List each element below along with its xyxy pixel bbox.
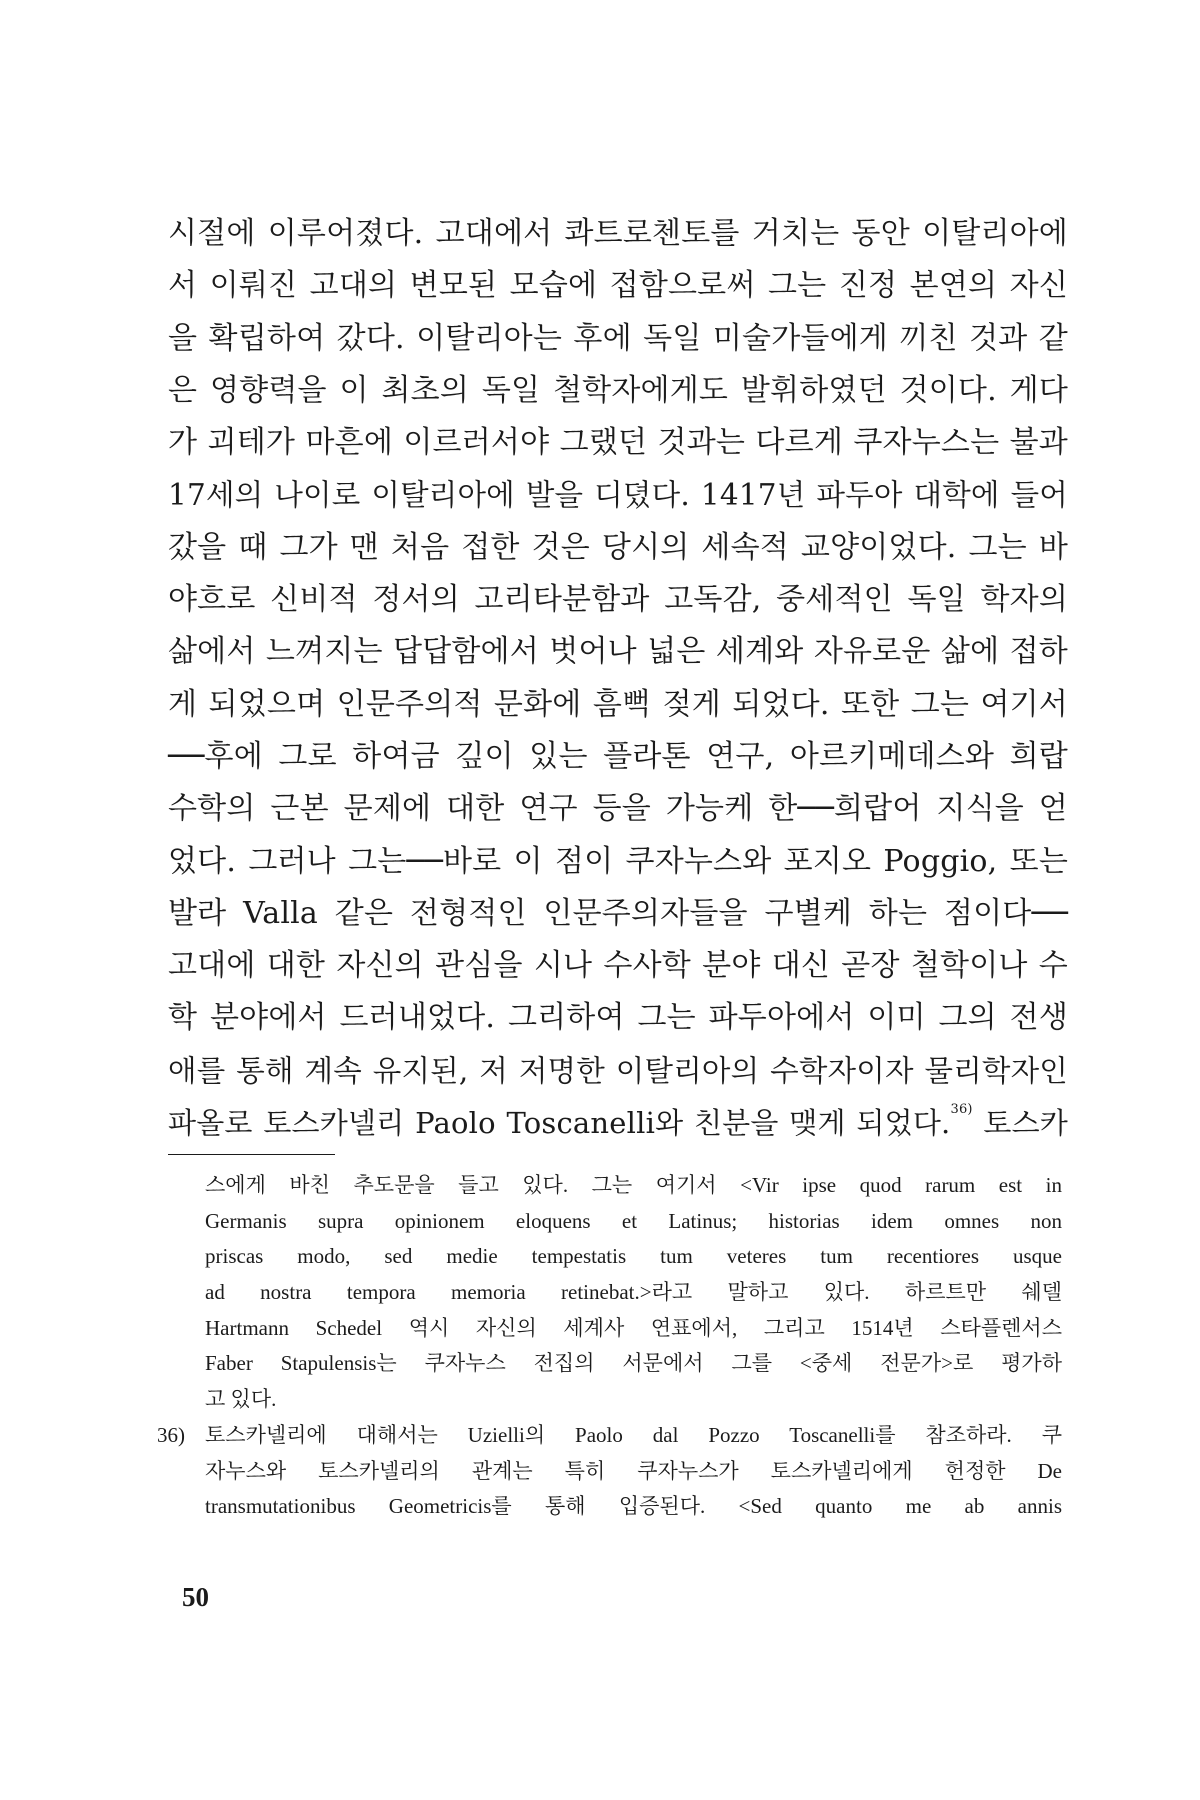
body-line: 애를 통해 계속 유지된, 저 저명한 이탈리아의 수학자이자 물리학자인 [168,1053,1068,1088]
page-number: 50 [182,1582,209,1612]
footnote-line: 고 있다. [205,1387,277,1412]
footnote-line: Hartmann Schedel 역시 자신의 세계사 연표에서, 그리고 1514년 스타플렌서스 [205,1315,1062,1340]
body-line: 가 괴테가 마흔에 이르러서야 그랬던 것과는 다르게 쿠자누스는 불과 [168,425,1068,461]
footnote-line: 토스카넬리에 대해서는 Uzielli의 Paolo dal Pozzo Toscanelli를 참조하라. 쿠 [205,1422,1062,1447]
footnote-separator [168,1154,335,1155]
footnote-line: 자누스와 토스카넬리의 관계는 특히 쿠자누스가 토스카넬리에게 헌정한 De [205,1458,1062,1483]
body-line: 학 분야에서 드러내었다. 그리하여 그는 파두아에서 이미 그의 전생 [168,1000,1068,1036]
body-line: 서 이뤄진 고대의 변모된 모습에 접함으로써 그는 진정 본연의 자신 [168,268,1068,304]
body-line: 고대에 대한 자신의 관심을 시나 수사학 분야 대신 곧장 철학이나 수 [168,948,1068,984]
body-line: 야흐로 신비적 정서의 고리타분함과 고독감, 중세적인 독일 학자의 [168,582,1068,618]
body-line-last-tail: 토스카 [972,1106,1069,1141]
footnote-reference[interactable]: 36) [950,1102,973,1118]
body-line: 시절에 이루어졌다. 고대에서 콰트로첸토를 거치는 동안 이탈리아에 [168,216,1068,251]
body-line-last-text: 파올로 토스카넬리 Paolo Toscanelli와 친분을 맺게 되었다. [168,1106,951,1141]
footnote-line: Germanis supra opinionem eloquens et Latinus; historias idem omnes non [205,1208,1062,1233]
body-line: 발라 Valla 같은 전형적인 인문주의자들을 구별케 하는 점이다── [168,895,1068,931]
body-line: 수학의 근본 문제에 대한 연구 등을 가능케 한──희랍어 지식을 얻 [168,791,1068,827]
footnote-line: priscas modo, sed medie tempestatis tum veteres tum recentiores usque [205,1244,1062,1269]
footnote-line: ad nostra tempora memoria retinebat.>라고 말하고 있다. 하르트만 쉐델 [205,1280,1062,1305]
body-line: 었다. 그러나 그는──바로 이 점이 쿠자누스와 포지오 Poggio, 또는 [168,843,1068,879]
body-line-last [168,1097,1068,1149]
footnote-continued [205,1168,1062,1418]
footnote-number: 36) [157,1422,185,1447]
body-text [168,208,1068,1149]
body-line: 게 되었으며 인문주의적 문화에 흠뻑 젖게 되었다. 또한 그는 여기서 [168,686,1068,722]
body-line: 갔을 때 그가 맨 처음 접한 것은 당시의 세속적 교양이었다. 그는 바 [168,529,1068,565]
footnote-line: Faber Stapulensis는 쿠자누스 전집의 서문에서 그를 <중세 전문가>로 평가하 [205,1351,1062,1376]
body-line: 을 확립하여 갔다. 이탈리아는 후에 독일 미술가들에게 끼친 것과 같 [168,320,1068,356]
footnote-line: 스에게 바친 추도문을 들고 있다. 그는 여기서 <Vir ipse quod rarum est in [205,1173,1062,1197]
body-line: 17세의 나이로 이탈리아에 발을 디뎠다. 1417년 파두아 대학에 들어 [168,478,1068,513]
footnote-36 [157,1418,1062,1525]
body-line: 은 영향력을 이 최초의 독일 철학자에게도 발휘하였던 것이다. 게다 [168,372,1068,408]
body-line: 삶에서 느껴지는 답답함에서 벗어나 넓은 세계와 자유로운 삶에 접하 [168,634,1068,670]
footnote-line: transmutationibus Geometricis를 통해 입증된다. <Sed quanto me ab annis [205,1494,1062,1519]
footnotes [157,1168,1062,1525]
body-line: ──후에 그로 하여금 깊이 있는 플라톤 연구, 아르키메데스와 희랍 [168,738,1068,774]
